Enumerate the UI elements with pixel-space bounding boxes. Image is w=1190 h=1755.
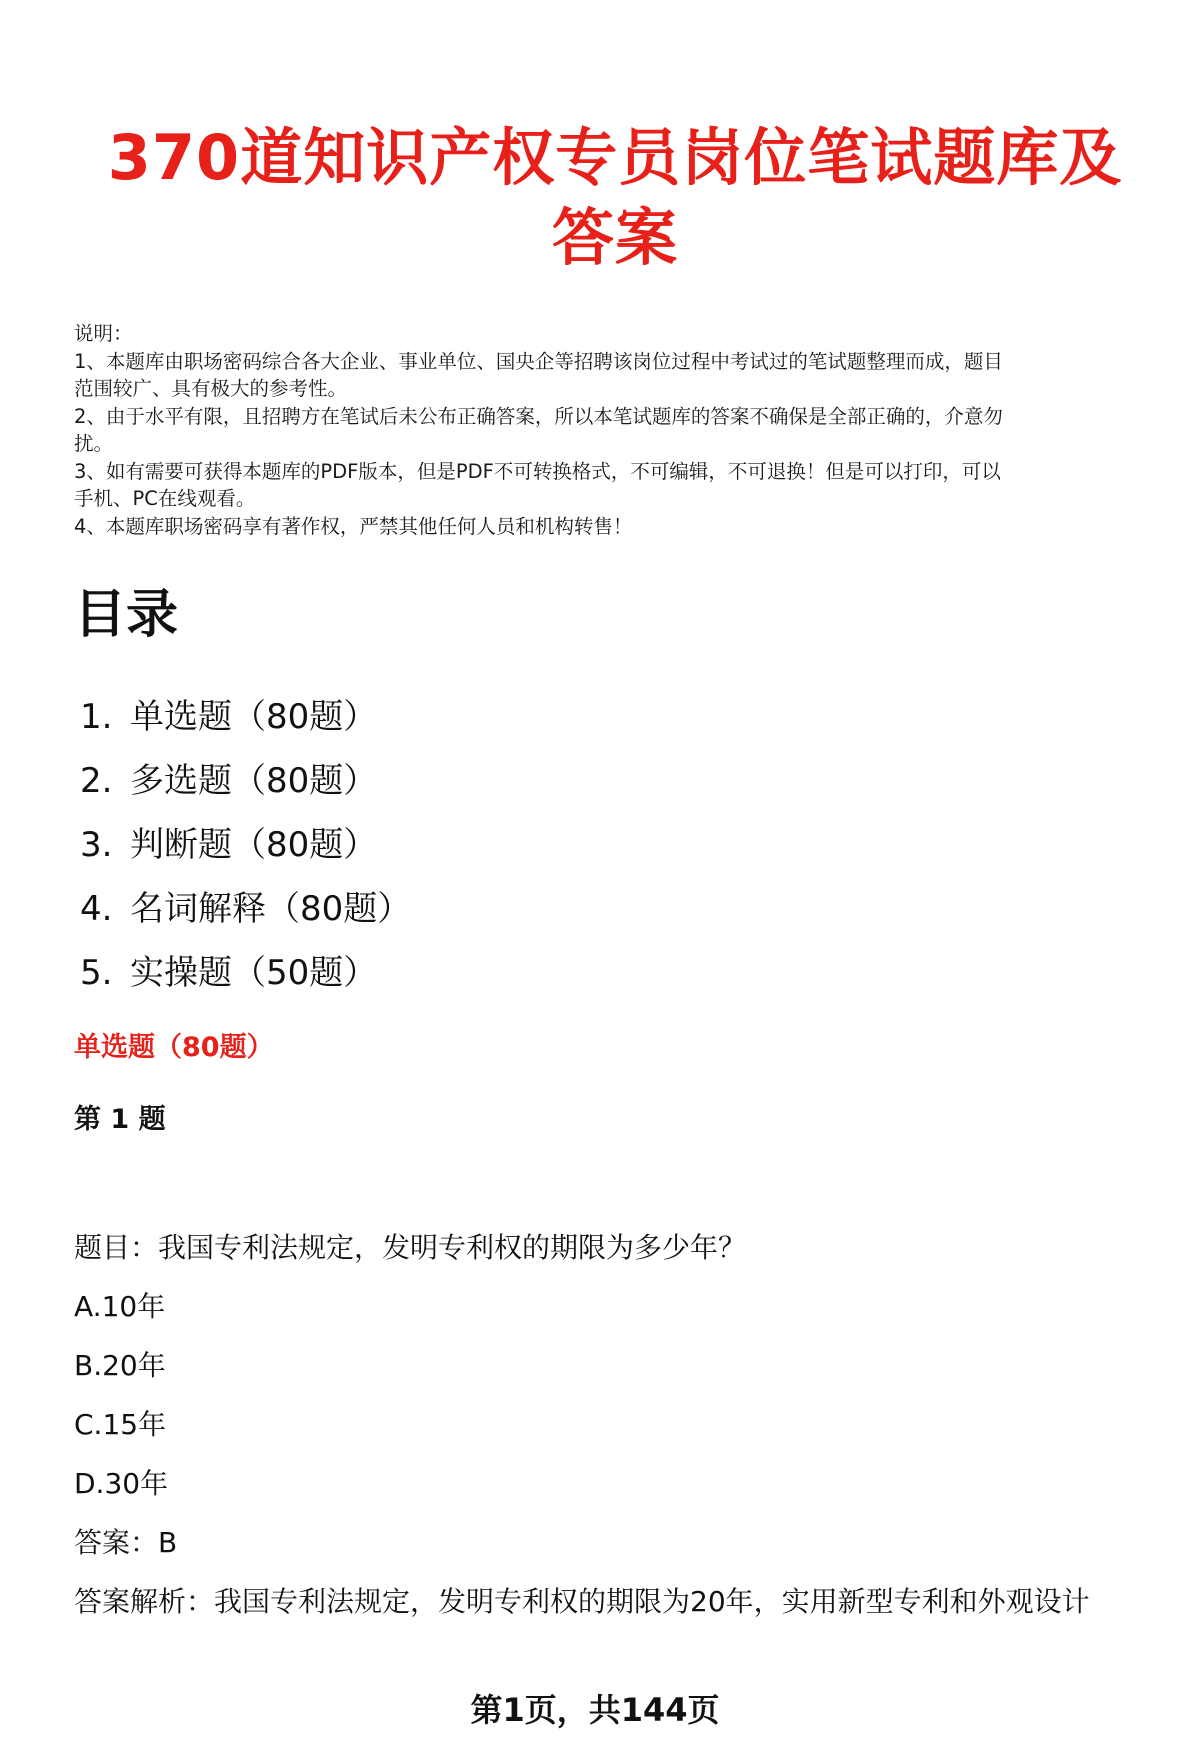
toc-item-label: 多选题（80题） bbox=[130, 761, 378, 801]
notes-line: 1、本题库由职场密码综合各大企业、事业单位、国央企等招聘该岗位过程中考试过的笔试题整理而成，题目 bbox=[74, 349, 1003, 373]
toc-item-number: 2. bbox=[80, 761, 113, 801]
question-stem: 题目：我国专利法规定，发明专利权的期限为多少年？ bbox=[74, 1231, 747, 1264]
toc-item-label: 名词解释（80题） bbox=[130, 889, 412, 929]
notes-line: 范围较广、具有极大的参考性。 bbox=[74, 377, 348, 400]
title-line-1: 370道知识产权专员岗位笔试题库及 bbox=[107, 121, 1123, 194]
toc-item-number: 4. bbox=[80, 889, 113, 929]
notes-block bbox=[74, 320, 1154, 540]
toc-item-number: 1. bbox=[80, 697, 113, 737]
page-footer: 第1页，共144页 bbox=[470, 1691, 720, 1729]
toc-item-multiple-choice[interactable] bbox=[80, 749, 411, 813]
notes-heading: 说明： bbox=[74, 322, 133, 345]
toc-item-number: 5. bbox=[80, 953, 113, 993]
notes-line: 扰。 bbox=[74, 432, 114, 455]
toc-item-label: 判断题（80题） bbox=[130, 825, 378, 865]
section-heading: 单选题（80题） bbox=[74, 1032, 274, 1063]
toc-item-true-false[interactable] bbox=[80, 813, 411, 877]
page-title bbox=[60, 118, 1170, 278]
toc-item-label: 单选题（80题） bbox=[130, 697, 378, 737]
option-c: C.15年 bbox=[74, 1408, 167, 1441]
answer-explanation: 答案解析：我国专利法规定，发明专利权的期限为20年，实用新型专利和外观设计 bbox=[74, 1585, 1090, 1618]
toc-item-single-choice[interactable] bbox=[80, 685, 411, 749]
notes-line: 手机、PC在线观看。 bbox=[74, 487, 256, 510]
toc-list bbox=[80, 685, 411, 1005]
toc-item-label: 实操题（50题） bbox=[130, 953, 378, 993]
option-a: A.10年 bbox=[74, 1290, 166, 1323]
toc-item-term-definition[interactable] bbox=[80, 877, 411, 941]
toc-item-number: 3. bbox=[80, 825, 113, 865]
option-b: B.20年 bbox=[74, 1349, 166, 1382]
option-d: D.30年 bbox=[74, 1467, 169, 1500]
toc-heading: 目录 bbox=[74, 585, 179, 645]
title-line-2: 答案 bbox=[551, 201, 678, 274]
toc-item-practical[interactable] bbox=[80, 941, 411, 1005]
notes-line: 3、如有需要可获得本题库的PDF版本，但是PDF不可转换格式，不可编辑，不可退换！但是可以打印，可以 bbox=[74, 459, 1001, 483]
question-number: 第 1 题 bbox=[74, 1104, 166, 1135]
notes-line: 4、本题库职场密码享有著作权，严禁其他任何人员和机构转售！ bbox=[74, 514, 633, 538]
notes-line: 2、由于水平有限，且招聘方在笔试后未公布正确答案，所以本笔试题库的答案不确保是全部正确的，介意勿 bbox=[74, 404, 1003, 428]
answer: 答案：B bbox=[74, 1526, 178, 1559]
